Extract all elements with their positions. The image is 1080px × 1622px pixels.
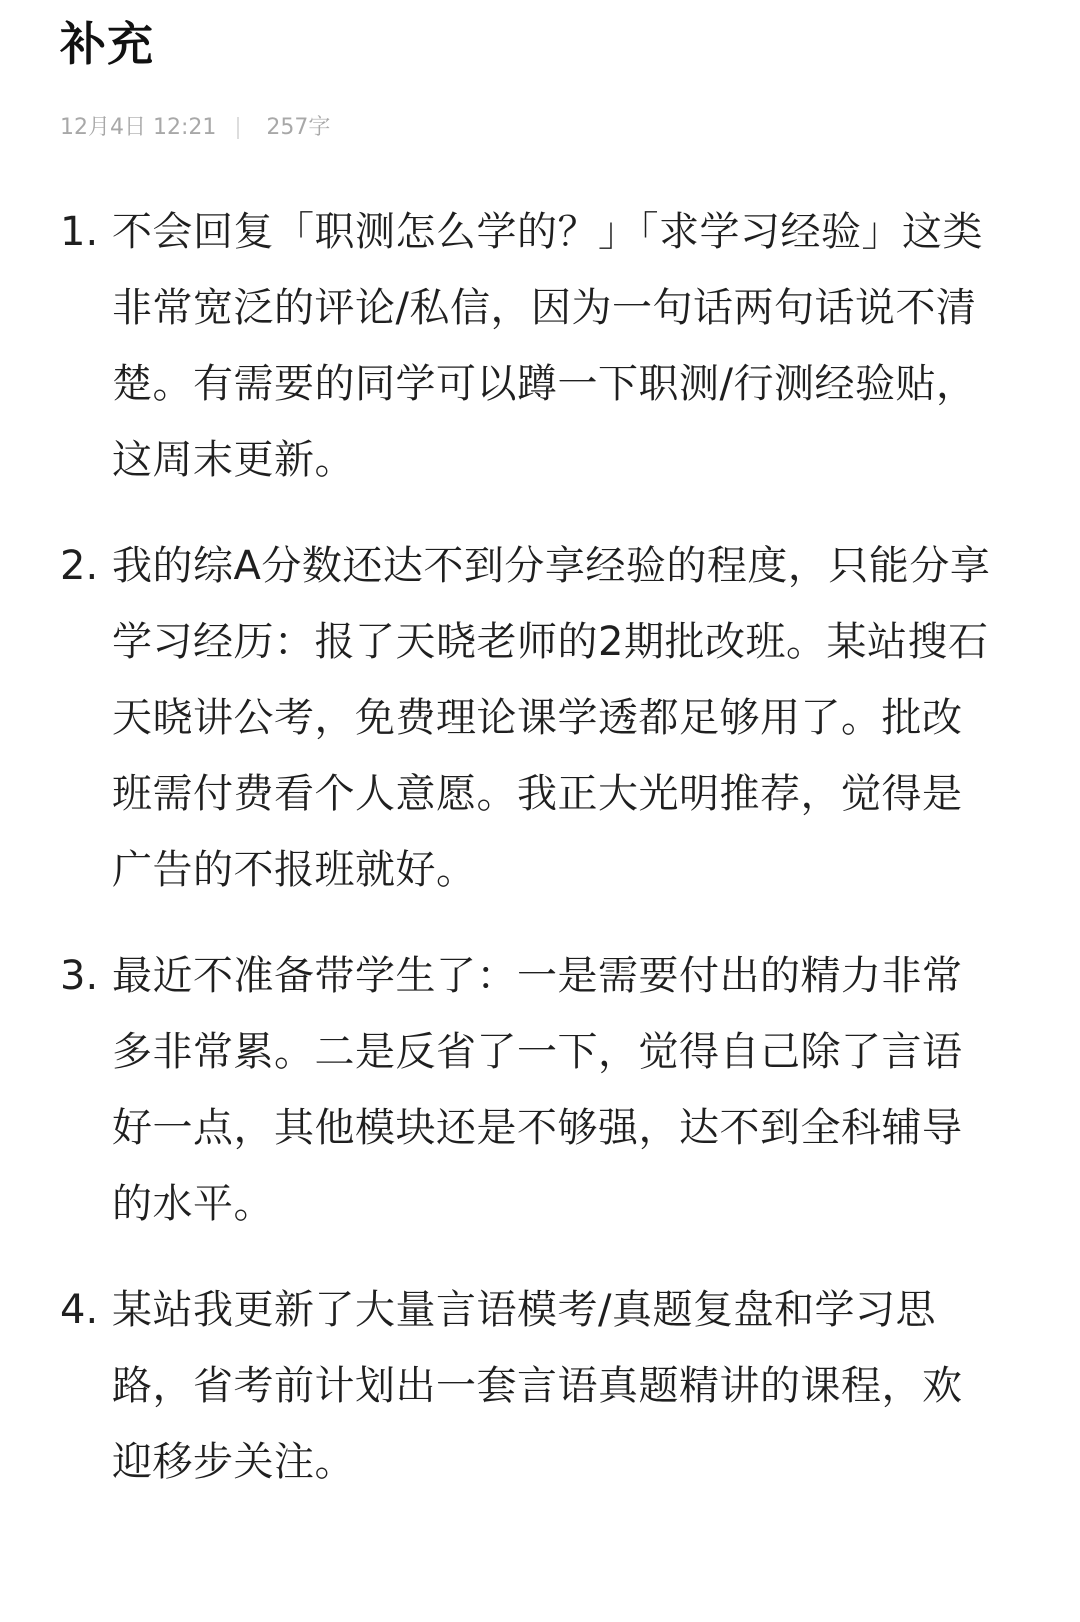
note-date: 12月4日 12:21 xyxy=(60,115,217,140)
list-item xyxy=(60,528,1000,908)
list-item xyxy=(60,938,1000,1242)
list-item-text: 我的综A分数还达不到分享经验的程度，只能分享学习经历：报了天晓老师的2期批改班。某站搜石天晓讲公考，免费理论课学透都足够用了。批改班需付费看个人意愿。我正大光明推荐，觉得是广告的不报班就好。 xyxy=(112,543,991,893)
list-item-number: 4. xyxy=(60,1287,99,1333)
meta-divider xyxy=(237,117,239,139)
note-word-count: 257字 xyxy=(266,115,331,140)
list-item-text: 最近不准备带学生了：一是需要付出的精力非常多非常累。二是反省了一下，觉得自己除了言语好一点，其他模块还是不够强，达不到全科辅导的水平。 xyxy=(112,953,963,1227)
note-content-list xyxy=(60,194,1000,1530)
list-item-text: 某站我更新了大量言语模考/真题复盘和学习思路，省考前计划出一套言语真题精讲的课程，欢迎移步关注。 xyxy=(112,1287,963,1485)
list-item xyxy=(60,194,1000,498)
note-meta xyxy=(60,110,330,146)
list-item-number: 1. xyxy=(60,209,99,255)
list-item-text: 不会回复「职测怎么学的？」「求学习经验」这类非常宽泛的评论/私信，因为一句话两句话说不清楚。有需要的同学可以蹲一下职测/行测经验贴，这周末更新。 xyxy=(112,209,983,483)
note-title: 补充 xyxy=(60,17,154,71)
list-item xyxy=(60,1272,1000,1500)
list-item-number: 3. xyxy=(60,953,99,999)
list-item-number: 2. xyxy=(60,543,99,589)
